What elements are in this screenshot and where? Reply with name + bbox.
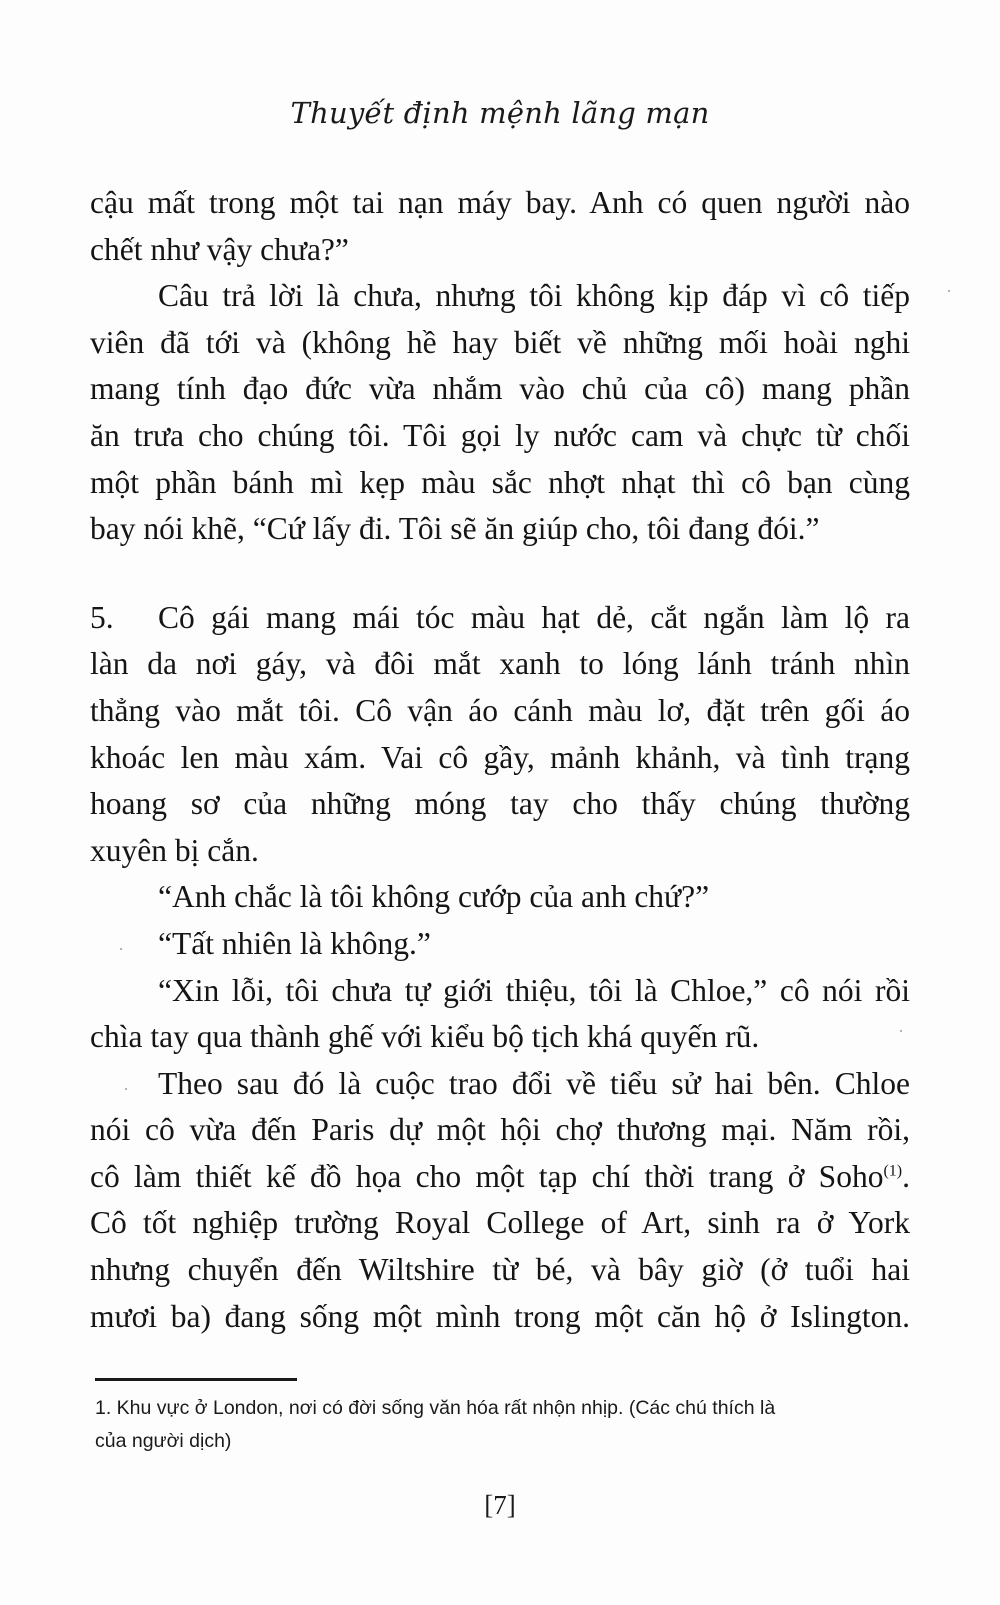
section-number: 5. [90, 599, 114, 635]
text-line: làn da nơi gáy, và đôi mắt xanh to lóng lánh tránh nhìn [90, 646, 910, 682]
text-line-with-footnote [90, 1154, 910, 1201]
page-number: [7] [484, 1490, 516, 1520]
text-line: bay nói khẽ, “Cứ lấy đi. Tôi sẽ ăn giúp cho, tôi đang đói.” [90, 511, 820, 547]
text-line: viên đã tới và (không hề hay biết về những mối hoài nghi [90, 324, 910, 360]
text-line: xuyên bị cắn. [90, 832, 259, 868]
section-first-line [90, 595, 910, 642]
scan-speck [900, 1030, 902, 1032]
text-line: một phần bánh mì kẹp màu sắc nhợt nhạt thì cô bạn cùng [90, 464, 910, 500]
text-line: mang tính đạo đức vừa nhắm vào chủ của cô) mang phần [90, 371, 910, 407]
dialogue-line: “Tất nhiên là không.” [158, 925, 431, 961]
text-line: thẳng vào mắt tôi. Cô vận áo cánh màu lơ, đặt trên gối áo [90, 692, 910, 728]
footnote-line: của người dịch) [95, 1430, 232, 1452]
footnote-reference[interactable]: (1) [883, 1162, 903, 1180]
dialogue-line: “Anh chắc là tôi không cướp của anh chứ?” [158, 879, 710, 915]
text-line: Cô tốt nghiệp trường Royal College of Art, sinh ra ở York [90, 1205, 910, 1241]
text-line: nói cô vừa đến Paris dự một hội chợ thương mại. Năm rồi, [90, 1112, 910, 1148]
text-line: chìa tay qua thành ghế với kiểu bộ tịch khá quyến rũ. [90, 1019, 760, 1055]
text-line: khoác len màu xám. Vai cô gầy, mảnh khảnh, và tình trạng [90, 739, 910, 775]
scan-speck [948, 290, 950, 292]
text-line: ăn trưa cho chúng tôi. Tôi gọi ly nước cam và chực từ chối [90, 417, 910, 453]
text-line: Câu trả lời là chưa, nhưng tôi không kịp đáp vì cô tiếp [158, 278, 910, 314]
text-line: cậu mất trong một tai nạn máy bay. Anh có quen người nào [90, 185, 910, 220]
scan-speck [120, 948, 122, 950]
footnote [95, 1392, 915, 1458]
text-line: nhưng chuyển đến Wiltshire từ bé, và bây giờ (ở tuổi hai [90, 1252, 910, 1288]
text-line: Cô gái mang mái tóc màu hạt dẻ, cắt ngắn làm lộ ra [158, 599, 910, 635]
text-line: mươi ba) đang sống một mình trong một căn hộ ở Islington. [90, 1298, 910, 1334]
text-line: hoang sơ của những móng tay cho thấy chúng thường [90, 786, 910, 822]
scan-speck [125, 1088, 127, 1090]
running-head: Thuyết định mệnh lãng mạn [290, 96, 710, 130]
punctuation: . [902, 1158, 910, 1194]
section-break [90, 553, 910, 595]
footnote-divider [95, 1378, 297, 1381]
text-line: Theo sau đó là cuộc trao đổi về tiểu sử hai bên. Chloe [158, 1065, 910, 1101]
text-line: cô làm thiết kế đồ họa cho một tạp chí thời trang ở Soho [90, 1158, 884, 1194]
dialogue-line: “Xin lỗi, tôi chưa tự giới thiệu, tôi là Chloe,” cô nói rồi [158, 972, 910, 1008]
body-text [90, 180, 910, 1340]
footnote-line: 1. Khu vực ở London, nơi có đời sống văn hóa rất nhộn nhịp. (Các chú thích là [95, 1397, 776, 1419]
text-line: chết như vậy chưa?” [90, 231, 349, 267]
